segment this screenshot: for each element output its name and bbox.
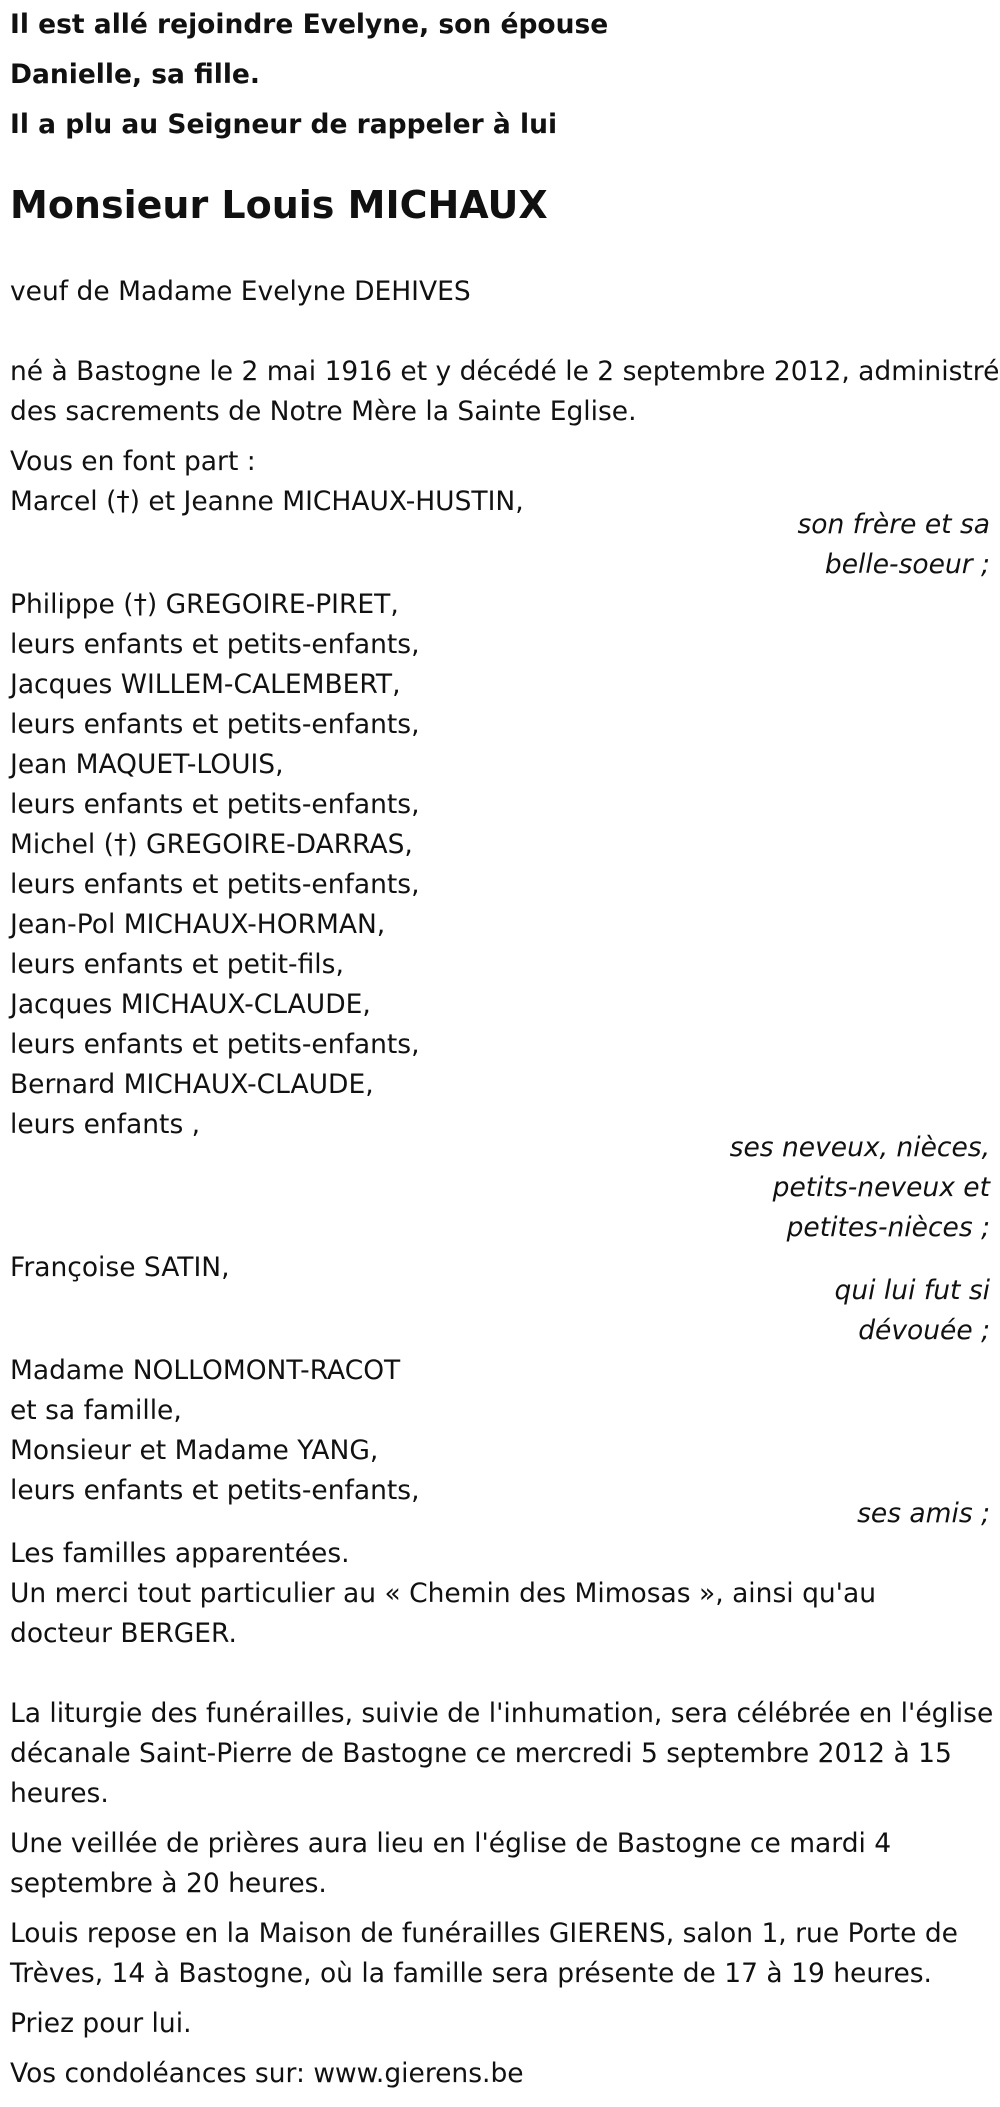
intro-line-3: Il a plu au Seigneur de rappeler à lui: [10, 109, 558, 140]
liturgy-line-1: La liturgie des funérailles, suivie de l'inhumation, sera célébrée en l'église: [10, 1698, 994, 1729]
relation-line: belle-soeur ;: [824, 549, 990, 580]
liturgy-line-2: décanale Saint-Pierre de Bastogne ce mercredi 5 septembre 2012 à 15: [10, 1738, 952, 1769]
family-line: leurs enfants et petits-enfants,: [10, 629, 420, 660]
family-line: leurs enfants et petits-enfants,: [10, 1475, 420, 1506]
birth-line-1: né à Bastogne le 2 mai 1916 et y décédé le 2 septembre 2012, administré: [10, 356, 1000, 387]
family-line: et sa famille,: [10, 1395, 182, 1426]
condolences-line: Vos condoléances sur: www.gierens.be: [10, 2058, 524, 2089]
deceased-name: Monsieur Louis MICHAUX: [10, 183, 548, 227]
family-line: leurs enfants et petits-enfants,: [10, 869, 420, 900]
family-line: Marcel (†) et Jeanne MICHAUX-HUSTIN,: [10, 486, 524, 517]
rests-line-1: Louis repose en la Maison de funérailles GIERENS, salon 1, rue Porte de: [10, 1918, 958, 1949]
family-line: leurs enfants et petits-enfants,: [10, 1029, 420, 1060]
family-line: Jean MAQUET-LOUIS,: [10, 749, 284, 780]
family-line: Michel (†) GREGOIRE-DARRAS,: [10, 829, 413, 860]
family-line: Jean-Pol MICHAUX-HORMAN,: [10, 909, 386, 940]
liturgy-line-3: heures.: [10, 1778, 109, 1809]
family-line: Jacques WILLEM-CALEMBERT,: [10, 669, 401, 700]
family-line: Monsieur et Madame YANG,: [10, 1435, 379, 1466]
family-line: Jacques MICHAUX-CLAUDE,: [10, 989, 371, 1020]
relation-line: petites-nièces ;: [786, 1212, 990, 1243]
thanks-line-2: docteur BERGER.: [10, 1618, 237, 1649]
family-line: Philippe (†) GREGOIRE-PIRET,: [10, 589, 399, 620]
relation-line: son frère et sa: [797, 509, 990, 540]
intro-line-1: Il est allé rejoindre Evelyne, son épouse: [10, 9, 609, 40]
family-line: leurs enfants et petits-enfants,: [10, 709, 420, 740]
family-line: leurs enfants et petits-enfants,: [10, 789, 420, 820]
rests-line-2: Trèves, 14 à Bastogne, où la famille sera présente de 17 à 19 heures.: [10, 1958, 932, 1989]
relation-line: ses neveux, nièces,: [729, 1132, 990, 1163]
intro-line-2: Danielle, sa fille.: [10, 59, 260, 90]
widower-line: veuf de Madame Evelyne DEHIVES: [10, 276, 471, 307]
vigil-line-1: Une veillée de prières aura lieu en l'église de Bastogne ce mardi 4: [10, 1828, 892, 1859]
family-line: Madame NOLLOMONT-RACOT: [10, 1355, 401, 1386]
relation-line: dévouée ;: [858, 1315, 990, 1346]
family-line: Françoise SATIN,: [10, 1252, 230, 1283]
family-line: Bernard MICHAUX-CLAUDE,: [10, 1069, 374, 1100]
pray-line: Priez pour lui.: [10, 2008, 192, 2039]
family-line: leurs enfants et petit-fils,: [10, 949, 344, 980]
birth-line-2: des sacrements de Notre Mère la Sainte Eglise.: [10, 396, 637, 427]
relation-line: qui lui fut si: [834, 1275, 990, 1306]
vigil-line-2: septembre à 20 heures.: [10, 1868, 327, 1899]
relation-line: ses amis ;: [857, 1498, 990, 1529]
thanks-line-1: Un merci tout particulier au « Chemin des Mimosas », ainsi qu'au: [10, 1578, 876, 1609]
announce-line: Vous en font part :: [10, 446, 256, 477]
relation-line: petits-neveux et: [772, 1172, 990, 1203]
families-line: Les familles apparentées.: [10, 1538, 350, 1569]
family-line: leurs enfants ,: [10, 1109, 201, 1140]
